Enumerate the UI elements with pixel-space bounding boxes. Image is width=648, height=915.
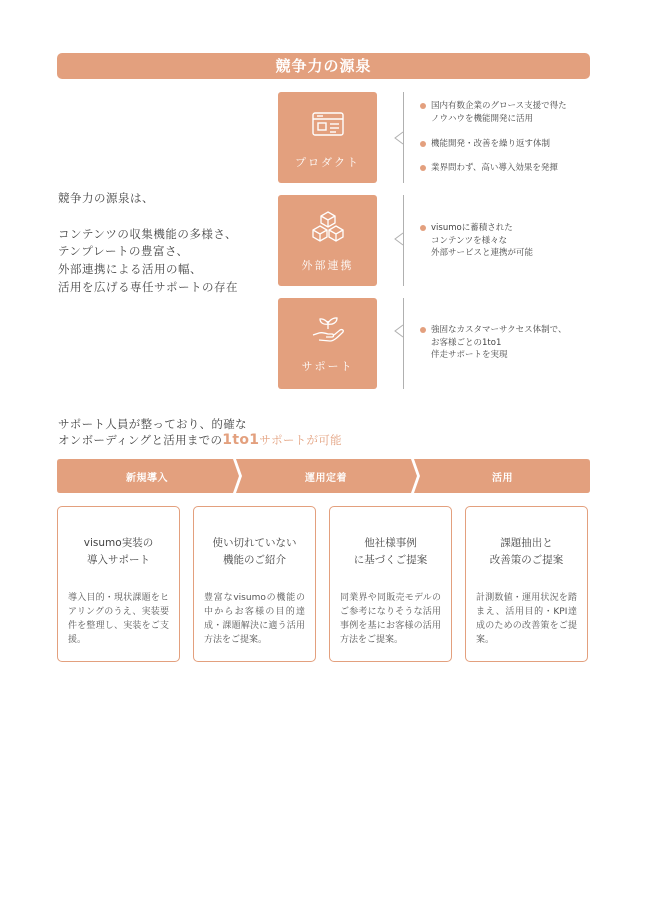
service-title: 使い切れていない 機能のご紹介 [212,537,297,566]
service-box [329,506,452,662]
bullet-item: 機能開発・改善を繰り返す体制 [420,138,550,151]
accent-1to1: 1to1 [222,432,260,448]
service-box [57,506,180,662]
service-description: 同業界や同販売モデルのご参考になりそうな活用事例を基にお客様の活用方法をご提案。 [340,593,441,645]
card-integration [278,195,377,286]
service-description: 計測数値・運用状況を踏まえ、活用目的・KPI達成のための改善策をご提案。 [476,593,577,645]
support-statement [58,416,342,448]
card-support [278,298,377,389]
process-steps [57,459,590,493]
intro-line-3: テンプレートの豊富さ、 [58,244,189,258]
support-line-2: オンボーディングと活用までの1to1サポートが可能 [58,432,342,448]
bullet-item: visumoに蓄積された コンテンツを様々な 外部サービスと連携が可能 [420,222,533,260]
bullet-item: 国内有数企業のグロース支援で得た ノウハウを機能開発に活用 [420,100,567,125]
step-new-introduction: 新規導入 [126,472,168,484]
support-line-1: サポート人員が整っており、的確な [58,417,247,431]
hand-sprout-icon [278,312,377,348]
intro-line-2: コンテンツの収集機能の多様さ、 [58,227,237,241]
service-title: visumo実装の 導入サポート [83,537,154,566]
bullet-item: 強固なカスタマーサクセス体制で、 お客様ごとの1to1 伴走サポートを実現 [420,324,567,362]
bullet-item: 業界問わず、高い導入効果を発揮 [420,162,558,175]
card-label: 外部連携 [301,259,354,272]
browser-window-icon [278,106,377,142]
chevron-left-icon [393,324,404,338]
step-operation-establishment: 運用定着 [305,472,347,484]
intro-line-4: 外部連携による活用の幅、 [58,262,202,276]
card-label: プロダクト [295,156,360,169]
cubes-icon [278,209,377,245]
service-title: 課題抽出と 改善策のご提案 [489,537,564,566]
service-description: 導入目的・現状課題をヒアリングのうえ、実装要件を整理し、実装をご支援。 [68,593,169,645]
step-utilization: 活用 [492,472,513,484]
section-title-banner: 競争力の源泉 [57,53,590,79]
service-title: 他社様事例 に基づくご提案 [353,537,428,566]
intro-line-5: 活用を広げる専任サポートの存在 [58,280,238,294]
card-product [278,92,377,183]
intro-line-1: 競争力の源泉は、 [58,191,154,205]
bracket-line [403,298,404,389]
service-box [465,506,588,662]
service-description: 豊富なvisumoの機能の中からお客様の目的達成・課題解決に適う活用方法をご提案。 [204,593,305,645]
service-box [193,506,316,662]
chevron-left-icon [393,131,404,145]
card-label: サポート [301,360,354,373]
chevron-left-icon [393,232,404,246]
